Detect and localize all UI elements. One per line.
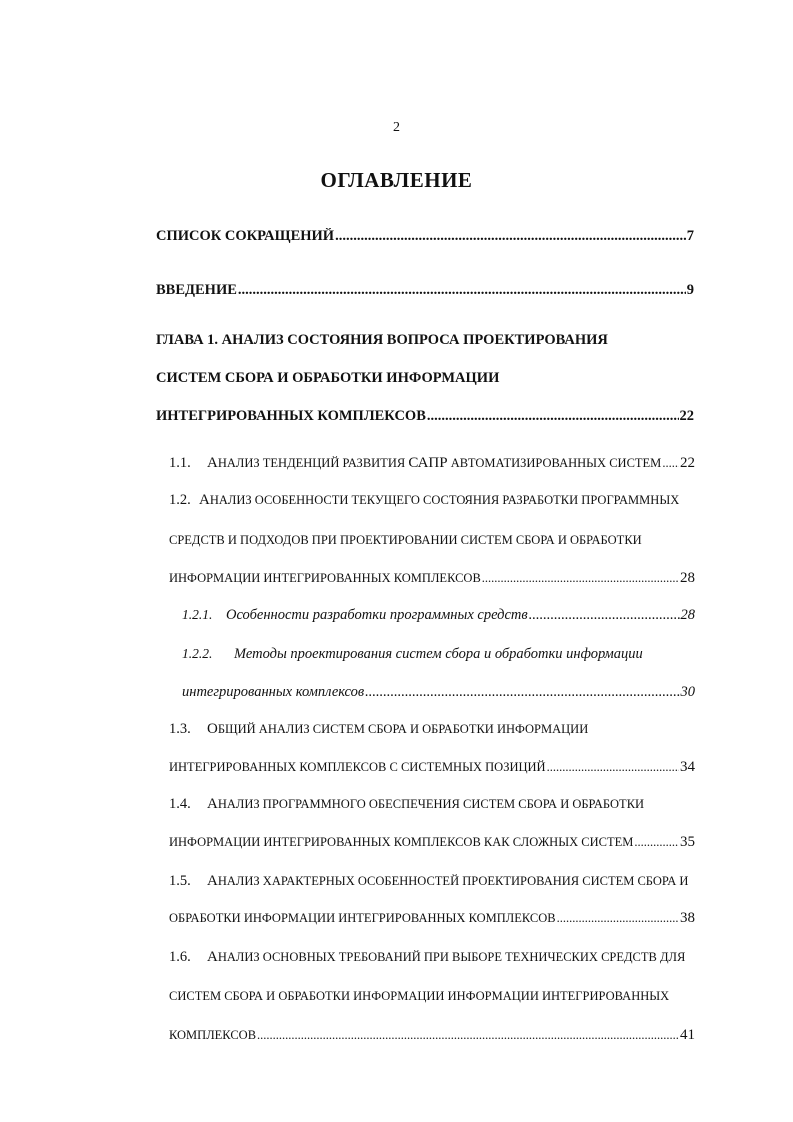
toc-entry-text: ВВЕДЕНИЕ (156, 282, 237, 298)
subsection-number: 1.2.1. (182, 607, 213, 622)
toc-entry-abbreviations[interactable] (156, 228, 694, 245)
toc-page-number: 34 (680, 759, 695, 775)
toc-page-number: 35 (680, 834, 695, 850)
subsection-number: 1.2.2. (182, 646, 213, 661)
section-text: БЩИЙ АНАЛИЗ СИСТЕМ СБОРА И ОБРАБОТКИ ИНФОРМАЦИИ (217, 722, 589, 736)
toc-entry-text: ИНФОРМАЦИИ ИНТЕГРИРОВАННЫХ КОМПЛЕКСОВ (169, 571, 481, 585)
toc-dot-leader (427, 408, 679, 425)
toc-section-1-2-line1[interactable] (169, 492, 679, 509)
toc-section-1-6-line2[interactable]: СИСТЕМ СБОРА И ОБРАБОТКИ ИНФОРМАЦИИ ИНФОРМАЦИИ ИНТЕГРИРОВАННЫХ (169, 989, 670, 1003)
toc-page-number: 30 (680, 684, 695, 700)
section-text-initial: А (199, 492, 210, 508)
toc-page-number: 9 (686, 282, 694, 298)
section-text-initial: А (207, 873, 218, 889)
toc-section-1-5-line2[interactable] (169, 910, 695, 927)
toc-dot-leader (557, 911, 679, 926)
toc-subsection-1-2-1[interactable] (182, 607, 695, 624)
section-number: 1.4. (169, 796, 191, 812)
toc-section-1-6-line3[interactable] (169, 1027, 695, 1044)
section-text-initial: О (207, 721, 218, 737)
toc-dot-leader (547, 760, 679, 775)
section-text: НАЛИЗ ТЕНДЕНЦИЙ РАЗВИТИЯ (217, 456, 409, 470)
toc-section-1-4-line1[interactable] (169, 796, 644, 813)
toc-dot-leader (257, 1028, 679, 1043)
toc-section-1-1[interactable] (169, 455, 695, 472)
toc-entry-text: ИНТЕГРИРОВАННЫХ КОМПЛЕКСОВ (156, 408, 426, 424)
toc-page-number: 22 (680, 455, 695, 471)
toc-entry-text: ИНФОРМАЦИИ ИНТЕГРИРОВАННЫХ КОМПЛЕКСОВ КАК СЛОЖНЫХ СИСТЕМ (169, 835, 634, 849)
subsection-text: Особенности разработки программных средств (226, 607, 528, 623)
toc-entry-text: СПИСОК СОКРАЩЕНИЙ (156, 228, 335, 244)
toc-section-1-2-line2[interactable]: СРЕДСТВ И ПОДХОДОВ ПРИ ПРОЕКТИРОВАНИИ СИСТЕМ СБОРА И ОБРАБОТКИ (169, 533, 642, 547)
page-number: 2 (393, 120, 400, 135)
toc-section-1-3-line1[interactable] (169, 721, 588, 738)
section-text: НАЛИЗ ПРОГРАММНОГО ОБЕСПЕЧЕНИЯ СИСТЕМ СБОРА И ОБРАБОТКИ (217, 797, 645, 811)
section-number: 1.2. (169, 492, 191, 508)
toc-section-1-2-line3[interactable] (169, 570, 695, 587)
toc-entry-text: ОБРАБОТКИ ИНФОРМАЦИИ ИНТЕГРИРОВАННЫХ КОМПЛЕКСОВ (169, 911, 556, 925)
section-number: 1.1. (169, 455, 191, 471)
section-number: 1.6. (169, 949, 191, 965)
toc-page-number: 38 (680, 910, 695, 926)
section-text: НАЛИЗ ОСОБЕННОСТИ ТЕКУЩЕГО СОСТОЯНИЯ РАЗРАБОТКИ ПРОГРАММНЫХ (209, 493, 680, 507)
toc-section-1-5-line1[interactable] (169, 873, 688, 890)
subsection-text: Методы проектирования систем сбора и обработки информации (234, 646, 643, 662)
toc-section-1-6-line1[interactable] (169, 949, 685, 966)
toc-chapter-1-line2[interactable]: СИСТЕМ СБОРА И ОБРАБОТКИ ИНФОРМАЦИИ (156, 370, 500, 386)
toc-entry-text: ИНТЕГРИРОВАННЫХ КОМПЛЕКСОВ С СИСТЕМНЫХ ПОЗИЦИЙ (169, 760, 546, 774)
section-text-initial: А (207, 796, 218, 812)
toc-entry-text: интегрированных комплексов (182, 684, 365, 700)
toc-subsection-1-2-2-line1[interactable] (182, 646, 643, 663)
section-text-end: АВТОМАТИЗИРОВАННЫХ СИСТЕМ (447, 456, 662, 470)
toc-section-1-4-line2[interactable] (169, 834, 695, 851)
section-text: НАЛИЗ ХАРАКТЕРНЫХ ОСОБЕННОСТЕЙ ПРОЕКТИРОВАНИЯ СИСТЕМ СБОРА И (217, 874, 689, 888)
section-text-initial: А (207, 949, 218, 965)
toc-page-number: 28 (680, 570, 695, 586)
toc-dot-leader (662, 456, 679, 471)
section-number: 1.5. (169, 873, 191, 889)
toc-entry-text: КОМПЛЕКСОВ (169, 1028, 257, 1042)
section-text-caps: САПР (408, 455, 448, 471)
toc-subsection-1-2-2-line2[interactable] (182, 684, 695, 701)
toc-title: ОГЛАВЛЕНИЕ (320, 168, 473, 192)
section-text: НАЛИЗ ОСНОВНЫХ ТРЕБОВАНИЙ ПРИ ВЫБОРЕ ТЕХНИЧЕСКИХ СРЕДСТВ ДЛЯ (217, 950, 686, 964)
toc-section-1-3-line2[interactable] (169, 759, 695, 776)
toc-dot-leader (365, 684, 679, 701)
toc-page-number: 7 (686, 228, 694, 244)
toc-dot-leader (482, 571, 679, 586)
toc-page-number: 22 (679, 408, 694, 424)
toc-dot-leader (335, 228, 686, 245)
toc-dot-leader (634, 835, 679, 850)
toc-page-number: 41 (680, 1027, 695, 1043)
toc-chapter-1-line3[interactable] (156, 408, 694, 425)
toc-dot-leader (238, 282, 686, 299)
section-number: 1.3. (169, 721, 191, 737)
section-text-initial: А (207, 455, 218, 471)
toc-dot-leader (529, 607, 680, 624)
toc-entry-introduction[interactable] (156, 282, 694, 299)
toc-page-number: 28 (680, 607, 695, 623)
toc-chapter-1-line1[interactable]: ГЛАВА 1. АНАЛИЗ СОСТОЯНИЯ ВОПРОСА ПРОЕКТИРОВАНИЯ (156, 332, 608, 348)
